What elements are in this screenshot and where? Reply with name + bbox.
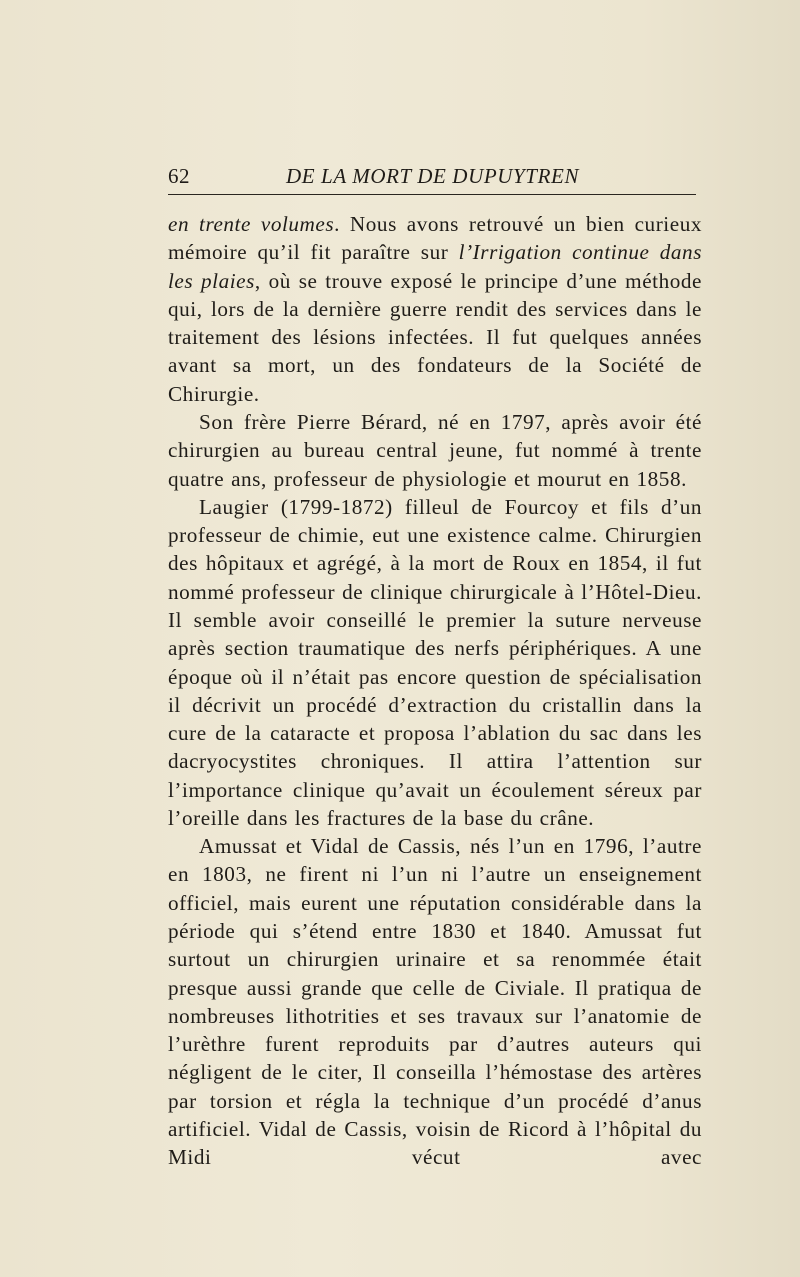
page-number: 62	[168, 164, 190, 188]
text-span: Amussat et Vidal de Cassis, nés l’un en 1796, l’autre en 1803, ne firent ni l’un ni l’autre un enseignement officiel, mais eurent une réputation considérable dans la période qui s’étend entre 1830 et 1840. Amussat fut surtout un chirurgien urinaire et sa renommée était presque aussi grande que celle de Civiale. Il pratiqua de nombreuses lithotrities et ses travaux sur l’anatomie de l’urèthre furent reproduits par d’autres auteurs qui négligent de le citer, Il conseilla l’hémostase des artères par torsion et régla la technique d’un procédé d’anus artificiel. Vidal de Cassis, voisin de Ricord à l’hôpital du Midi vécut avec	[168, 834, 702, 1170]
paragraph	[168, 832, 702, 1171]
running-title: DE LA MORT DE DUPUYTREN	[286, 164, 580, 188]
paragraph	[168, 210, 702, 408]
text-span: Laugier (1799-1872) filleul de Fourcoy et fils d’un professeur de chimie, eut une existence calme. Chirurgien des hôpitaux et agrégé, à la mort de Roux en 1854, il fut nommé professeur de clinique chirurgicale à l’Hôtel-Dieu. Il semble avoir conseillé le premier la suture nerveuse après section traumatique des nerfs périphériques. A une époque où il n’était pas encore question de spécialisation il décrivit un procédé d’extraction du cristallin dans la cure de la cataracte et proposa l’ablation du sac dans les dacryocystites chroniques. Il attira l’attention sur l’importance clinique qu’avait un écoulement séreux par l’oreille dans les fractures de la base du crâne.	[168, 494, 702, 830]
text-span: l’Irrigation continue dans les plaies	[168, 240, 702, 293]
text-span: , où se trouve exposé le principe d’une méthode qui, lors de la dernière guerre rendit des services dans le traitement des lésions infectées. Il fut quelques années avant sa mort, un des fondateurs de la Société de Chirurgie.	[168, 268, 702, 406]
page-header	[168, 164, 696, 195]
text-span: en trente volumes	[168, 212, 335, 236]
body-text	[168, 210, 702, 1172]
paragraph	[168, 493, 702, 832]
text-span: Son frère Pierre Bérard, né en 1797, après avoir été chirurgien au bureau central jeune, fut nommé à trente quatre ans, professeur de physiologie et mourut en 1858.	[168, 409, 702, 491]
text-span: . Nous avons retrouvé un bien curieux mémoire qu’il fit paraître sur	[168, 212, 702, 265]
paragraph	[168, 408, 702, 493]
